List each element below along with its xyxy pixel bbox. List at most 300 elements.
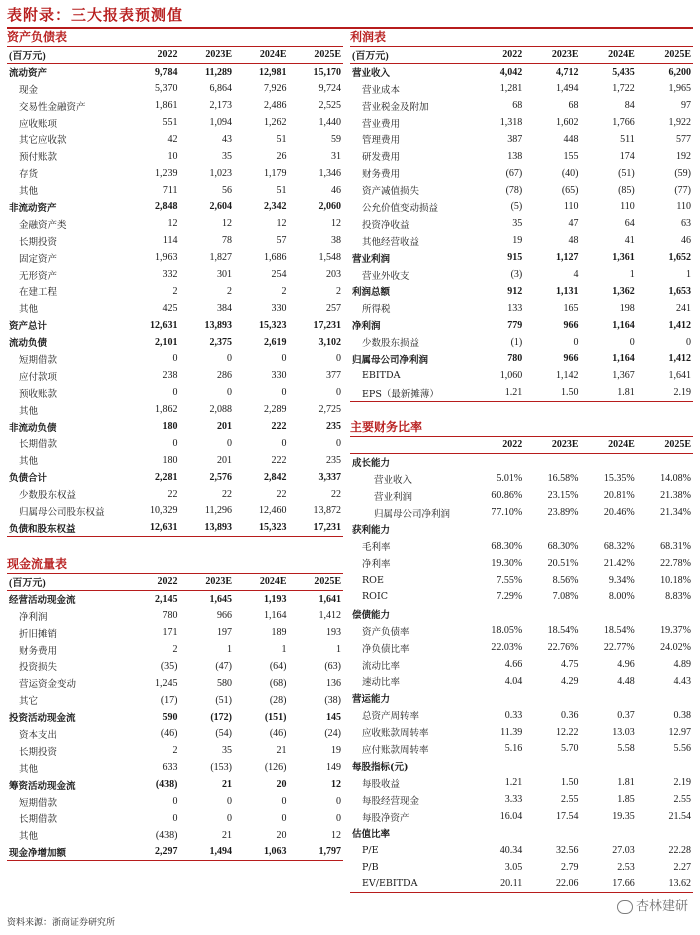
- cell-value: 46: [331, 184, 341, 196]
- cell-value: 2,375: [209, 336, 232, 348]
- cell-value: 1,641: [668, 370, 691, 382]
- table-row: [350, 859, 693, 876]
- cell-value: 0: [172, 387, 178, 399]
- table-row: [350, 741, 693, 758]
- cell-value: 425: [162, 302, 178, 314]
- cell-value: 2,088: [209, 404, 232, 416]
- cell-value: 198: [619, 302, 635, 314]
- row-label: 营业利润: [374, 491, 413, 503]
- cell-value: 511: [620, 133, 635, 145]
- cell-value: 0: [573, 336, 579, 348]
- row-label: 获利能力: [352, 525, 391, 537]
- cell-value: 46: [681, 235, 691, 247]
- table-row: [350, 80, 693, 97]
- cell-value: 2: [336, 285, 341, 297]
- cell-value: 21: [222, 779, 232, 791]
- cell-value: 4,042: [499, 66, 523, 78]
- cell-value: 2: [172, 644, 178, 655]
- cell-value: 1,963: [155, 252, 178, 264]
- row-label: 营业费用: [362, 118, 401, 130]
- year-header: 2023E: [551, 439, 579, 451]
- table-row: [350, 131, 693, 148]
- cell-value: 15.35%: [603, 473, 635, 485]
- cell-value: (47): [215, 660, 232, 672]
- cell-value: 174: [619, 150, 635, 162]
- cell-value: 19: [512, 235, 523, 247]
- cell-value: 4,712: [556, 66, 579, 78]
- table-row: [350, 97, 693, 114]
- cell-value: 22.28: [668, 844, 691, 856]
- cell-value: 8.83%: [665, 591, 691, 603]
- cell-value: 0: [172, 437, 178, 449]
- watermark-text: 杏林建研: [635, 899, 688, 914]
- cell-value: 2,297: [155, 846, 178, 858]
- row-label: 资产总计: [9, 321, 48, 333]
- cell-value: 1,645: [209, 593, 232, 605]
- cell-value: 0: [336, 387, 341, 399]
- cell-value: 5.01%: [496, 473, 523, 485]
- cell-value: 1,602: [556, 117, 579, 128]
- cell-value: 110: [676, 201, 691, 213]
- cell-value: 1,063: [264, 846, 287, 858]
- cell-value: 12,981: [259, 66, 287, 78]
- cell-value: (63): [324, 660, 341, 672]
- cell-value: 1,862: [155, 404, 178, 416]
- cell-value: 64: [624, 218, 635, 230]
- row-label: 营业外收支: [362, 270, 410, 282]
- year-header: 2023E: [205, 576, 232, 588]
- cell-value: 51: [276, 184, 287, 196]
- table-row: [7, 80, 343, 97]
- cell-value: 19.35: [612, 811, 635, 823]
- cell-value: 0: [281, 353, 287, 365]
- cell-value: 0.37: [617, 709, 635, 721]
- cell-value: 13,872: [313, 505, 341, 517]
- cell-value: (3): [510, 269, 523, 281]
- cell-value: 1: [629, 269, 635, 281]
- cell-value: 0: [629, 336, 635, 348]
- cell-value: 1,346: [318, 167, 341, 179]
- cell-value: 1,193: [264, 593, 287, 605]
- row-label: 短期借款: [19, 797, 58, 809]
- cell-value: 68: [512, 100, 523, 112]
- row-label: 交易性金融资产: [19, 101, 86, 113]
- cell-value: 19.37%: [660, 625, 691, 637]
- cell-value: 22.06: [556, 878, 579, 890]
- table-row: [350, 521, 693, 538]
- table-row: [350, 487, 693, 504]
- cell-value: (24): [324, 728, 341, 740]
- row-label: 其它应收款: [19, 135, 67, 147]
- row-label: 长期投资: [19, 236, 58, 248]
- table-row: [7, 486, 343, 503]
- table-row: [7, 469, 343, 486]
- table-row: [7, 418, 343, 435]
- cell-value: 551: [162, 117, 178, 128]
- cell-value: 780: [162, 610, 178, 622]
- cell-value: 384: [217, 302, 232, 314]
- cell-value: 1.50: [561, 387, 579, 398]
- cell-value: 110: [563, 201, 579, 213]
- cell-value: 330: [271, 370, 287, 382]
- unit-label: [350, 437, 468, 454]
- cell-value: 1,412: [668, 353, 691, 365]
- cell-value: 1,127: [556, 252, 579, 264]
- cell-value: 780: [507, 353, 523, 365]
- cell-value: 4.43: [673, 675, 691, 687]
- row-label: 归属母公司股东权益: [19, 506, 105, 518]
- cell-value: 9,784: [155, 66, 178, 78]
- cell-value: 2,842: [264, 471, 287, 483]
- cell-value: 21.54: [668, 811, 691, 823]
- cell-value: 1,412: [318, 610, 341, 622]
- balance-sheet-section: [7, 30, 343, 537]
- row-label: 净利率: [362, 559, 391, 571]
- cell-value: 51: [276, 133, 287, 145]
- table-row: [7, 367, 343, 384]
- table-row: [7, 182, 343, 199]
- cell-value: 5.58: [617, 743, 635, 755]
- cell-value: 1,094: [209, 117, 232, 128]
- cell-value: 8.56%: [552, 574, 579, 586]
- table-row: [350, 266, 693, 283]
- table-row: [350, 215, 693, 232]
- cell-value: 110: [620, 201, 635, 213]
- header-row: [350, 437, 693, 454]
- cell-value: 18.54%: [603, 625, 635, 637]
- cell-value: 235: [326, 454, 341, 466]
- row-label: 资产减值损失: [362, 186, 420, 198]
- cell-value: 0: [227, 353, 232, 365]
- cell-value: 241: [676, 302, 691, 314]
- cell-value: 21.38%: [660, 490, 691, 502]
- cell-value: 20.51%: [547, 557, 579, 569]
- cell-value: 2,060: [318, 201, 341, 213]
- row-label: 偿债能力: [352, 609, 391, 621]
- header-row: [7, 47, 343, 64]
- cell-value: 35: [222, 745, 232, 757]
- row-label: 投资活动现金流: [9, 713, 76, 725]
- cell-value: 13.62: [668, 878, 691, 890]
- header-row: [350, 47, 693, 64]
- row-label: 其他: [19, 405, 39, 417]
- cell-value: 35: [512, 218, 523, 230]
- cell-value: 2: [281, 285, 287, 297]
- cell-value: 22.78%: [660, 557, 691, 569]
- cell-value: 1: [686, 269, 691, 281]
- row-label: 管理费用: [362, 135, 401, 147]
- cell-value: 180: [162, 421, 178, 433]
- cell-value: 20: [276, 779, 287, 791]
- cell-value: [637, 757, 693, 774]
- table-row: [350, 148, 693, 165]
- cell-value: 1: [227, 644, 232, 655]
- financial-ratios-table: [350, 436, 693, 893]
- cell-value: 10: [167, 150, 178, 162]
- cell-value: 2.55: [561, 794, 579, 806]
- cell-value: 1.85: [617, 794, 635, 806]
- table-row: [7, 844, 343, 861]
- cell-value: 78: [222, 235, 232, 247]
- table-row: [7, 692, 343, 709]
- cell-value: 9.34%: [608, 574, 635, 586]
- cell-value: 63: [681, 218, 691, 230]
- income-statement-title: 利润表: [350, 30, 387, 44]
- table-row: [7, 503, 343, 520]
- row-label: 折旧摊销: [19, 628, 58, 640]
- cell-value: 1,164: [264, 610, 287, 622]
- row-label: 其他: [19, 456, 39, 468]
- table-row: [7, 249, 343, 266]
- cell-value: 2,848: [155, 201, 178, 213]
- unit-label: (百万元): [9, 51, 46, 63]
- row-label: 长期借款: [19, 814, 58, 826]
- cell-value: 711: [162, 184, 178, 196]
- cell-value: 14.08%: [660, 473, 691, 485]
- financial-ratios-section: [350, 420, 693, 893]
- row-label: 预收账款: [19, 388, 58, 400]
- cell-value: 68.32%: [603, 540, 635, 552]
- row-label: 所得税: [362, 304, 391, 316]
- cell-value: 0.33: [504, 709, 523, 721]
- table-row: [350, 114, 693, 131]
- cell-value: 1,494: [556, 83, 579, 95]
- cell-value: 222: [271, 454, 287, 466]
- cell-value: 193: [326, 627, 341, 639]
- cell-value: 22: [222, 488, 232, 500]
- cell-value: 580: [217, 677, 232, 689]
- cell-value: 2.19: [673, 777, 691, 789]
- cell-value: 7.55%: [496, 574, 523, 586]
- row-label: 资本支出: [19, 729, 58, 741]
- cell-value: 7.08%: [552, 591, 579, 603]
- cell-value: 222: [271, 421, 287, 433]
- table-row: [350, 384, 693, 401]
- cell-value: 1,722: [612, 83, 635, 95]
- table-row: [7, 742, 343, 759]
- table-row: [350, 232, 693, 249]
- cell-value: 133: [507, 302, 523, 314]
- cell-value: [581, 757, 637, 774]
- table-row: [350, 63, 693, 80]
- table-row: [7, 675, 343, 692]
- row-label: 现金净增加额: [9, 847, 67, 859]
- row-label: 应收账款周转率: [362, 728, 429, 740]
- cell-value: [468, 690, 524, 707]
- cell-value: 2,604: [209, 201, 232, 213]
- cell-value: 13,893: [204, 319, 232, 331]
- table-row: [7, 114, 343, 131]
- table-row: [7, 283, 343, 300]
- cell-value: 21: [276, 745, 287, 757]
- cell-value: 235: [326, 421, 341, 433]
- cell-value: 1,318: [499, 117, 523, 128]
- row-label: 经营活动现金流: [9, 595, 76, 607]
- row-label: 营业税金及附加: [362, 101, 429, 113]
- cell-value: 1,797: [318, 846, 341, 858]
- table-row: [350, 317, 693, 334]
- cell-value: 97: [681, 100, 691, 112]
- row-label: 净负债比率: [362, 643, 410, 655]
- table-row: [350, 791, 693, 808]
- cell-value: (64): [269, 660, 287, 672]
- row-label: 短期借款: [19, 354, 58, 366]
- cell-value: 448: [563, 133, 579, 145]
- cell-value: 966: [563, 319, 579, 331]
- row-label: 存货: [19, 169, 39, 181]
- cell-value: (78): [505, 184, 523, 196]
- cell-value: 23.89%: [547, 507, 579, 518]
- cell-value: 0: [336, 353, 341, 365]
- row-label: 每股收益: [362, 778, 401, 790]
- cell-value: 0: [172, 353, 178, 365]
- cell-value: 4.29: [561, 675, 579, 687]
- cell-value: 5,370: [155, 83, 178, 95]
- cell-value: 68.31%: [660, 540, 691, 552]
- row-label: 筹资活动现金流: [9, 780, 76, 792]
- year-header: 2024E: [608, 439, 635, 451]
- cell-value: 4.04: [504, 675, 523, 687]
- cell-value: [468, 825, 524, 842]
- row-label: 长期借款: [19, 439, 58, 451]
- year-header: 2022: [157, 49, 178, 61]
- cell-value: 12: [331, 829, 341, 841]
- cell-value: 2,525: [318, 100, 341, 112]
- cell-value: 2,289: [264, 404, 287, 416]
- cell-value: (46): [160, 728, 178, 740]
- cell-value: 60.86%: [491, 490, 523, 502]
- unit-label: (百万元): [9, 578, 46, 590]
- cell-value: (28): [269, 694, 287, 706]
- cell-value: 114: [162, 235, 178, 247]
- cell-value: 149: [326, 762, 341, 774]
- cell-value: 20.11: [500, 878, 523, 890]
- cell-value: 12,631: [150, 522, 178, 534]
- cell-value: (38): [324, 694, 341, 706]
- year-header: 2023E: [205, 49, 232, 61]
- table-row: [350, 165, 693, 182]
- cell-value: 5.56: [673, 743, 691, 755]
- cell-value: 4.48: [617, 675, 635, 687]
- table-row: [7, 131, 343, 148]
- row-label: 每股指标(元): [352, 761, 409, 773]
- table-row: [350, 724, 693, 741]
- table-row: [7, 401, 343, 418]
- cell-value: [637, 605, 693, 622]
- cell-value: 286: [217, 370, 232, 382]
- cell-value: 42: [167, 133, 178, 145]
- cell-value: 203: [326, 269, 341, 281]
- row-label: 投资损失: [19, 662, 58, 674]
- row-label: 预付账款: [19, 152, 58, 164]
- cell-value: 5,435: [612, 66, 635, 78]
- cell-value: 1,965: [668, 83, 691, 95]
- row-label: 每股净资产: [362, 812, 410, 824]
- cell-value: 22.76%: [547, 642, 579, 654]
- table-row: [350, 673, 693, 690]
- table-row: [7, 810, 343, 827]
- cell-value: 1,023: [209, 167, 232, 179]
- row-label: 公允价值变动损益: [362, 202, 439, 214]
- table-row: [7, 827, 343, 844]
- source-note: 资料来源：浙商证券研究所: [7, 918, 116, 928]
- cell-value: [468, 605, 524, 622]
- cell-value: 4: [573, 269, 579, 281]
- row-label: 少数股东损益: [362, 338, 420, 350]
- cell-value: 68.30%: [547, 540, 579, 552]
- cell-value: 47: [568, 218, 579, 230]
- cell-value: [581, 690, 637, 707]
- row-label: 流动资产: [9, 68, 48, 80]
- header-row: [7, 574, 343, 591]
- cell-value: 1.81: [617, 387, 635, 398]
- cell-value: 0: [172, 812, 178, 824]
- cell-value: (1): [510, 336, 523, 348]
- row-label: ROE: [362, 574, 384, 586]
- cell-value: (51): [618, 167, 635, 179]
- row-label: P/B: [362, 861, 379, 873]
- cell-value: 2,342: [264, 201, 287, 213]
- table-row: [350, 656, 693, 673]
- table-row: [7, 232, 343, 249]
- cell-value: 2.27: [673, 861, 691, 873]
- cell-value: 238: [162, 370, 178, 382]
- cell-value: [524, 757, 580, 774]
- cell-value: 1,641: [318, 593, 341, 605]
- cell-value: 1,922: [668, 117, 691, 128]
- cell-value: 15,323: [259, 319, 287, 331]
- cell-value: 2: [227, 285, 232, 297]
- cell-value: 8.00%: [608, 591, 635, 603]
- cell-value: (54): [215, 728, 232, 740]
- row-label: 财务费用: [19, 645, 58, 657]
- row-label: EPS（最新摊薄）: [362, 388, 439, 400]
- cell-value: 15,323: [259, 522, 287, 534]
- cell-value: 2,576: [209, 471, 232, 483]
- row-label: 负债和股东权益: [9, 523, 76, 535]
- table-row: [350, 453, 693, 470]
- cell-value: 1,060: [499, 370, 523, 382]
- cell-value: 0: [227, 437, 232, 449]
- cell-value: 40.34: [499, 844, 523, 856]
- cell-value: 20: [276, 829, 287, 841]
- cell-value: 2.53: [617, 861, 635, 873]
- cell-value: 35: [222, 150, 232, 162]
- table-row: [350, 572, 693, 589]
- cell-value: 0: [172, 796, 178, 808]
- cell-value: [581, 453, 637, 470]
- row-label: 营运资金变动: [19, 679, 77, 691]
- row-label: 营运能力: [352, 694, 391, 706]
- row-label: 毛利率: [362, 542, 391, 554]
- row-label: 速动比率: [362, 677, 401, 689]
- cell-value: 12: [331, 218, 341, 230]
- cell-value: (85): [618, 184, 635, 196]
- table-row: [350, 182, 693, 199]
- cell-value: 0: [281, 437, 287, 449]
- row-label: 利润总额: [352, 287, 391, 299]
- row-label: 在建工程: [19, 287, 58, 299]
- cell-value: 2,725: [318, 404, 341, 416]
- table-row: [7, 351, 343, 368]
- cell-value: (153): [210, 762, 232, 774]
- cell-value: 4.66: [504, 659, 523, 671]
- cell-value: [468, 757, 524, 774]
- table-row: [7, 452, 343, 469]
- cell-value: (5): [510, 201, 523, 213]
- cell-value: 21: [222, 829, 232, 841]
- table-row: [7, 776, 343, 793]
